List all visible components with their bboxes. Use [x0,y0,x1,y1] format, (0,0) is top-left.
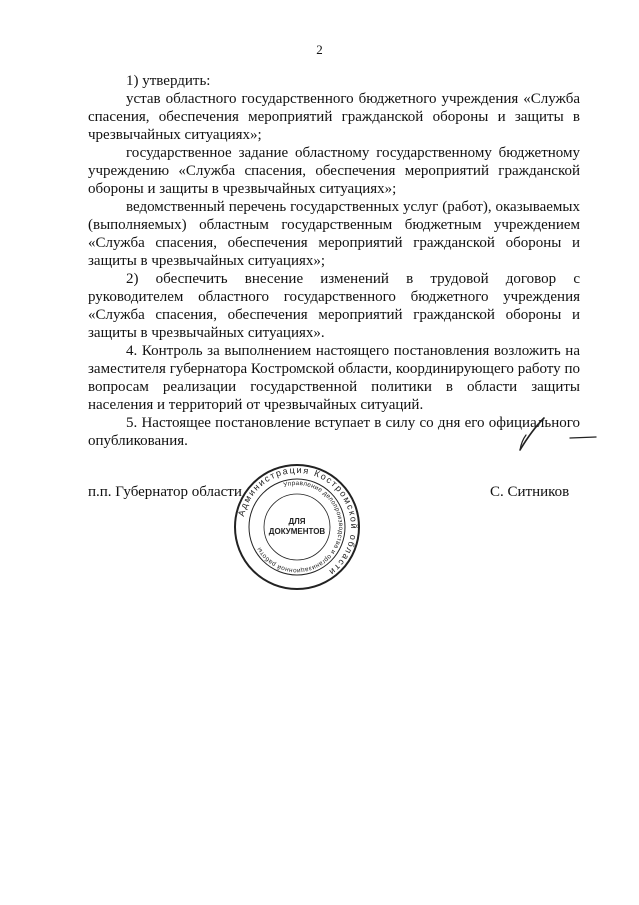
seal-center-line-1: ДЛЯ [288,517,306,526]
handwritten-signature [512,412,612,452]
paragraph-item-4: 4. Контроль за выполнением настоящего постановления возложить на заместителя губернатора Костромской области, координирующего работу по вопросам реализации государственной политики в области защиты населения и территорий от чрезвычайных ситуаций. [88,343,580,413]
official-seal [232,462,362,592]
seal-inner-text: Управление делопроизводства и организационной работы [255,479,345,575]
paragraph-item-2: 2) обеспечить внесение изменений в трудовой договор с руководителем областного государственного бюджетного учреждения «Служба спасения, обеспечения мероприятий гражданской обороны и защиты в чрезвычайных ситуациях». [88,271,580,341]
document-body [88,72,580,450]
paragraph-ustav: устав областного государственного бюджетного учреждения «Служба спасения, обеспечения мероприятий гражданской обороны и защиты в чрезвычайных ситуациях»; [88,91,580,143]
page-number: 2 [316,42,323,57]
paragraph-item-1: 1) утвердить: [126,73,211,89]
paragraph-state-task: государственное задание областному государственному бюджетному учреждению «Служба спасения, обеспечения мероприятий гражданской обороны и защиты в чрезвычайных ситуациях»; [88,145,580,197]
seal-center-line-2: ДОКУМЕНТОВ [268,527,326,536]
paragraph-item-5: 5. Настоящее постановление вступает в силу со дня его официального опубликования. [88,415,580,449]
seal-outer-text: Администрация Костромской области [236,464,360,578]
signatory-name: С. Ситников [490,484,570,500]
signatory-position: п.п. Губернатор области [88,484,242,500]
paragraph-service-list: ведомственный перечень государственных услуг (работ), оказываемых (выполняемых) областным государственным бюджетным учреждением «Служба спасения, обеспечения мероприятий гражданской обороны и защиты в чрезвычайных ситуациях»; [88,199,580,269]
